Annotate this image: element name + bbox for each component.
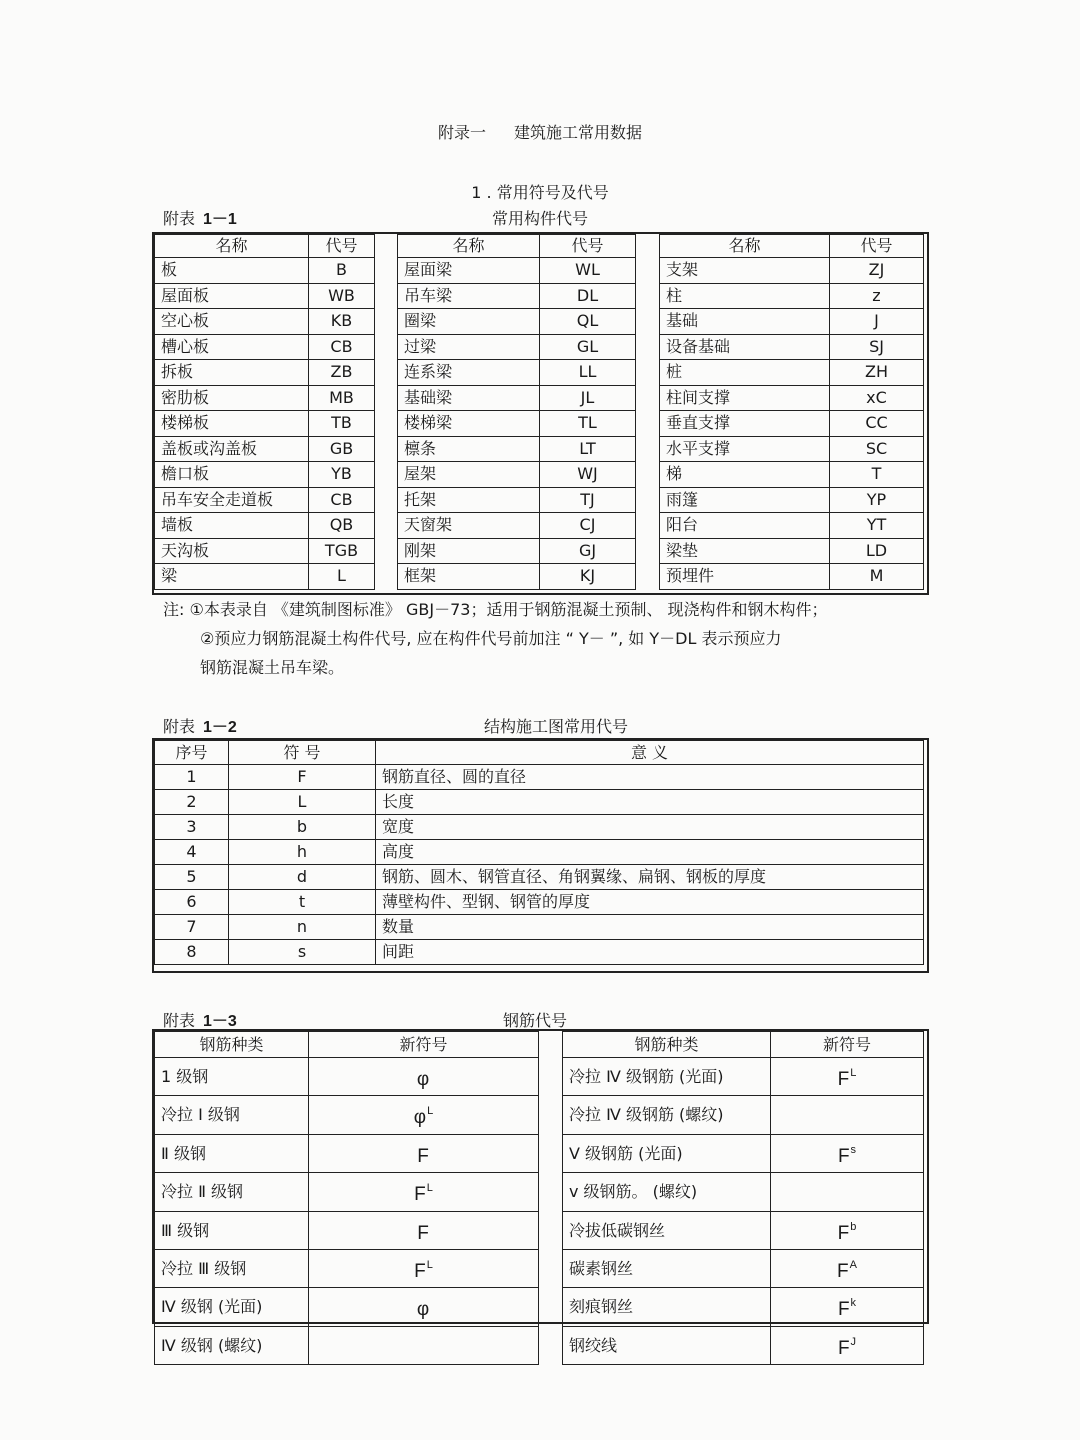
table-row <box>155 283 375 309</box>
rebar-symbol-superscript: k <box>850 1297 857 1310</box>
table3-title: 钢筋代号 <box>503 1011 568 1030</box>
rebar-symbol-superscript: L <box>850 1067 857 1079</box>
column-header-code: 代号 <box>830 235 924 258</box>
component-name: 水平支撑 <box>660 436 830 462</box>
component-code: SC <box>830 436 924 462</box>
table-row <box>660 258 924 284</box>
component-name: 檐口板 <box>155 462 309 488</box>
table-row <box>155 815 924 840</box>
table-row <box>398 309 636 335</box>
table-row <box>155 487 375 513</box>
table-row <box>563 1250 924 1288</box>
row-symbol: n <box>229 915 376 940</box>
component-code: L <box>309 564 375 590</box>
component-code: DL <box>540 283 636 309</box>
component-code: J <box>830 309 924 335</box>
rebar-type: 刻痕钢丝 <box>563 1288 771 1326</box>
table-row <box>660 235 924 258</box>
component-name: 垂直支撑 <box>660 411 830 437</box>
component-name: 天沟板 <box>155 538 309 564</box>
column-header-symbol: 新符号 <box>309 1032 539 1058</box>
row-meaning: 钢筋直径、圆的直径 <box>376 765 924 790</box>
row-meaning: 数量 <box>376 915 924 940</box>
table-row <box>398 487 636 513</box>
component-name: 阳台 <box>660 513 830 539</box>
table-row <box>660 487 924 513</box>
component-name: 吊车安全走道板 <box>155 487 309 513</box>
row-seq: 6 <box>155 890 229 915</box>
table2-label: 附表 1－2 <box>163 717 237 736</box>
table-row <box>398 564 636 590</box>
table-row <box>155 334 375 360</box>
component-code: xC <box>830 385 924 411</box>
component-name: 梁 <box>155 564 309 590</box>
column-header-seq: 序号 <box>155 741 229 765</box>
rebar-symbol-glyph: F <box>417 1222 429 1244</box>
component-name: 圈梁 <box>398 309 540 335</box>
table-row <box>563 1326 924 1364</box>
component-name: 框架 <box>398 564 540 590</box>
rebar-symbol-glyph <box>847 1184 848 1205</box>
table-row <box>398 436 636 462</box>
rebar-symbol <box>309 1250 539 1288</box>
component-name: 连系梁 <box>398 360 540 386</box>
table-row <box>563 1032 924 1058</box>
table2-title: 结构施工图常用代号 <box>484 717 629 736</box>
component-code: M <box>830 564 924 590</box>
component-name: 屋面梁 <box>398 258 540 284</box>
component-name: 设备基础 <box>660 334 830 360</box>
component-name: 楼梯板 <box>155 411 309 437</box>
component-name: 密肋板 <box>155 385 309 411</box>
component-name: 吊车梁 <box>398 283 540 309</box>
table-row <box>155 1134 539 1172</box>
column-header-name: 名称 <box>398 235 540 258</box>
table-row <box>398 334 636 360</box>
rebar-symbol <box>309 1096 539 1134</box>
component-code: z <box>830 283 924 309</box>
column-header-type: 钢筋种类 <box>155 1032 309 1058</box>
rebar-symbol-glyph: $F^J$ <box>837 1335 857 1359</box>
component-name: 预埋件 <box>660 564 830 590</box>
rebar-symbol <box>771 1096 924 1134</box>
table3-label: 附表 1－3 <box>163 1011 237 1030</box>
table-row <box>660 309 924 335</box>
component-name: 屋架 <box>398 462 540 488</box>
table-row <box>155 840 924 865</box>
component-code: GB <box>309 436 375 462</box>
rebar-symbol-glyph: $F^b$ <box>837 1220 857 1244</box>
table-row <box>660 436 924 462</box>
component-name: 桩 <box>660 360 830 386</box>
rebar-symbol-glyph: $F^L$ <box>414 1259 433 1283</box>
component-code: CB <box>309 487 375 513</box>
table-row <box>155 1211 539 1249</box>
rebar-type: Ⅴ 级钢筋 (光面) <box>563 1134 771 1172</box>
table-row <box>660 334 924 360</box>
component-code: TL <box>540 411 636 437</box>
table-row <box>660 564 924 590</box>
table1-group1 <box>154 234 375 590</box>
table3-right <box>562 1031 924 1365</box>
component-name: 雨篷 <box>660 487 830 513</box>
table-row <box>563 1058 924 1096</box>
rebar-symbol-glyph: $F^A$ <box>837 1259 857 1283</box>
rebar-symbol-glyph: φ <box>416 1069 430 1090</box>
component-code: MB <box>309 385 375 411</box>
row-meaning: 钢筋、圆木、钢管直径、角钢翼缘、扁钢、钢板的厚度 <box>376 865 924 890</box>
rebar-type: 1 级钢 <box>155 1058 309 1096</box>
rebar-symbol-superscript: b <box>850 1220 857 1233</box>
row-seq: 4 <box>155 840 229 865</box>
table-row <box>398 411 636 437</box>
row-seq: 2 <box>155 790 229 815</box>
row-seq: 5 <box>155 865 229 890</box>
component-name: 楼梯梁 <box>398 411 540 437</box>
table-row <box>155 385 375 411</box>
rebar-symbol-glyph: $F^L$ <box>414 1182 433 1206</box>
table1-group3 <box>659 234 924 590</box>
table-row <box>398 235 636 258</box>
rebar-symbol <box>771 1058 924 1096</box>
table-row <box>155 865 924 890</box>
row-seq: 1 <box>155 765 229 790</box>
table-row <box>660 385 924 411</box>
component-name: 基础梁 <box>398 385 540 411</box>
row-meaning: 薄壁构件、型钢、钢管的厚度 <box>376 890 924 915</box>
component-code: WL <box>540 258 636 284</box>
column-header-name: 名称 <box>660 235 830 258</box>
rebar-type: Ⅳ 级钢 (光面) <box>155 1288 309 1326</box>
table-row <box>660 538 924 564</box>
rebar-symbol <box>771 1211 924 1249</box>
table-row <box>155 765 924 790</box>
component-code: YB <box>309 462 375 488</box>
table-row <box>398 385 636 411</box>
table-row <box>155 1288 539 1326</box>
component-name: 柱 <box>660 283 830 309</box>
rebar-type: 钢绞线 <box>563 1326 771 1364</box>
component-code: TB <box>309 411 375 437</box>
component-code: QL <box>540 309 636 335</box>
rebar-type: 冷拉 Ⅳ 级钢筋 (螺纹) <box>563 1096 771 1134</box>
component-name: 基础 <box>660 309 830 335</box>
table1-group2 <box>397 234 636 590</box>
component-code: TGB <box>309 538 375 564</box>
rebar-type: 冷拔低碳钢丝 <box>563 1211 771 1249</box>
row-meaning: 高度 <box>376 840 924 865</box>
component-name: 屋面板 <box>155 283 309 309</box>
row-symbol: s <box>229 940 376 965</box>
table-row <box>155 1250 539 1288</box>
table-row <box>398 283 636 309</box>
table-row <box>155 538 375 564</box>
column-header-type: 钢筋种类 <box>563 1032 771 1058</box>
component-code: LT <box>540 436 636 462</box>
table-row <box>155 790 924 815</box>
rebar-type: Ⅳ 级钢 (螺纹) <box>155 1326 309 1364</box>
component-code: T <box>830 462 924 488</box>
component-code: YT <box>830 513 924 539</box>
table-row <box>563 1096 924 1134</box>
rebar-type: 冷拉 Ⅲ 级钢 <box>155 1250 309 1288</box>
component-code: CB <box>309 334 375 360</box>
rebar-symbol-glyph: $F^k$ <box>837 1297 857 1321</box>
component-code: WJ <box>540 462 636 488</box>
table-row <box>660 462 924 488</box>
table-row <box>155 360 375 386</box>
rebar-symbol-superscript: s <box>850 1143 857 1156</box>
component-code: LD <box>830 538 924 564</box>
note-line-3: 钢筋混凝土吊车梁。 <box>200 658 345 677</box>
rebar-symbol <box>309 1211 539 1249</box>
row-seq: 3 <box>155 815 229 840</box>
table-row <box>660 513 924 539</box>
component-name: 盖板或沟盖板 <box>155 436 309 462</box>
component-code: LL <box>540 360 636 386</box>
table-row <box>155 741 924 765</box>
table-row <box>563 1134 924 1172</box>
rebar-symbol-glyph: $F^s$ <box>837 1143 857 1167</box>
component-code: CC <box>830 411 924 437</box>
table-row <box>155 411 375 437</box>
rebar-symbol <box>309 1058 539 1096</box>
component-code: KB <box>309 309 375 335</box>
table-row <box>563 1173 924 1211</box>
page-title <box>0 120 1080 143</box>
rebar-symbol-glyph <box>423 1338 424 1359</box>
component-code: GJ <box>540 538 636 564</box>
component-name: 梁垫 <box>660 538 830 564</box>
table1-title: 常用构件代号 <box>491 209 588 228</box>
column-header-symbol: 新符号 <box>771 1032 924 1058</box>
row-symbol: L <box>229 790 376 815</box>
row-meaning: 长度 <box>376 790 924 815</box>
row-symbol: b <box>229 815 376 840</box>
note-line-2: ②预应力钢筋混凝土构件代号, 应在构件代号前加注 “ Y－ ”, 如 Y－DL 表示预应力 <box>200 629 782 648</box>
column-header-meaning: 意 义 <box>376 741 924 765</box>
table-row <box>660 360 924 386</box>
appendix-label: 附录一 <box>437 123 486 142</box>
component-name: 支架 <box>660 258 830 284</box>
table1-label: 附表 1－1 <box>163 209 237 228</box>
table-row <box>155 235 375 258</box>
table-row <box>398 513 636 539</box>
table-row <box>155 309 375 335</box>
table-row <box>155 1096 539 1134</box>
rebar-type: 碳素钢丝 <box>563 1250 771 1288</box>
rebar-symbol-glyph <box>847 1107 848 1128</box>
table-row <box>155 890 924 915</box>
component-name: 梯 <box>660 462 830 488</box>
row-symbol: F <box>229 765 376 790</box>
table-row <box>155 915 924 940</box>
component-code: ZH <box>830 360 924 386</box>
table-row <box>398 360 636 386</box>
table2 <box>154 740 924 965</box>
column-header-code: 代号 <box>540 235 636 258</box>
rebar-type: 冷拉 Ⅳ 级钢筋 (光面) <box>563 1058 771 1096</box>
rebar-symbol-superscript: L <box>426 1259 433 1272</box>
component-name: 拆板 <box>155 360 309 386</box>
component-code: YP <box>830 487 924 513</box>
component-code: TJ <box>540 487 636 513</box>
table-row <box>398 258 636 284</box>
table-row <box>155 564 375 590</box>
component-name: 墙板 <box>155 513 309 539</box>
rebar-symbol-glyph: F <box>417 1145 429 1167</box>
rebar-symbol <box>309 1173 539 1211</box>
row-meaning: 间距 <box>376 940 924 965</box>
component-code: GL <box>540 334 636 360</box>
component-code: JL <box>540 385 636 411</box>
component-name: 槽心板 <box>155 334 309 360</box>
component-code: B <box>309 258 375 284</box>
rebar-symbol <box>771 1288 924 1326</box>
component-name: 天窗架 <box>398 513 540 539</box>
row-seq: 7 <box>155 915 229 940</box>
rebar-symbol <box>771 1134 924 1172</box>
table-row <box>155 436 375 462</box>
component-name: 刚架 <box>398 538 540 564</box>
rebar-type: Ⅲ 级钢 <box>155 1211 309 1249</box>
rebar-symbol-glyph: $F^L$ <box>837 1067 857 1090</box>
column-header-code: 代号 <box>309 235 375 258</box>
component-code: QB <box>309 513 375 539</box>
section-title: 1 . 常用符号及代号 <box>471 183 609 202</box>
rebar-symbol-superscript: L <box>427 1105 434 1118</box>
component-code: WB <box>309 283 375 309</box>
table-row <box>660 283 924 309</box>
component-code: ZJ <box>830 258 924 284</box>
table-row <box>563 1288 924 1326</box>
rebar-symbol <box>771 1250 924 1288</box>
rebar-symbol-glyph: $\varphi^L$ <box>413 1105 434 1129</box>
rebar-type: v 级钢筋。 (螺纹) <box>563 1173 771 1211</box>
row-symbol: h <box>229 840 376 865</box>
note-line-1: 注: ①本表录自 《建筑制图标准》 GBJ－73；适用于钢筋混凝土预制、 现浇构件和钢木构件； <box>163 600 828 619</box>
table-row <box>155 1058 539 1096</box>
table-row <box>155 1032 539 1058</box>
table-row <box>155 1326 539 1364</box>
component-code: KJ <box>540 564 636 590</box>
rebar-symbol <box>309 1134 539 1172</box>
table-row <box>398 538 636 564</box>
table-row <box>155 940 924 965</box>
rebar-type: Ⅱ 级钢 <box>155 1134 309 1172</box>
table-row <box>155 462 375 488</box>
rebar-symbol-glyph: φ <box>416 1299 430 1321</box>
rebar-symbol-superscript: L <box>426 1182 433 1195</box>
component-name: 空心板 <box>155 309 309 335</box>
rebar-type: 冷拉 Ⅰ 级钢 <box>155 1096 309 1134</box>
component-name: 板 <box>155 258 309 284</box>
row-symbol: d <box>229 865 376 890</box>
rebar-symbol <box>771 1173 924 1211</box>
component-name: 过梁 <box>398 334 540 360</box>
rebar-symbol <box>309 1288 539 1326</box>
row-meaning: 宽度 <box>376 815 924 840</box>
column-header-name: 名称 <box>155 235 309 258</box>
rebar-type: 冷拉 Ⅱ 级钢 <box>155 1173 309 1211</box>
table-row <box>563 1211 924 1249</box>
table-row <box>398 462 636 488</box>
rebar-symbol-superscript: A <box>849 1259 857 1272</box>
appendix-title: 建筑施工常用数据 <box>514 123 643 142</box>
row-symbol: t <box>229 890 376 915</box>
table-row <box>155 258 375 284</box>
rebar-symbol <box>309 1326 539 1364</box>
component-code: ZB <box>309 360 375 386</box>
column-header-symbol: 符 号 <box>229 741 376 765</box>
component-name: 柱间支撑 <box>660 385 830 411</box>
rebar-symbol-superscript: J <box>850 1335 857 1348</box>
table-row <box>155 1173 539 1211</box>
row-seq: 8 <box>155 940 229 965</box>
table3-left <box>154 1031 539 1365</box>
component-name: 檩条 <box>398 436 540 462</box>
table-row <box>155 513 375 539</box>
component-code: CJ <box>540 513 636 539</box>
rebar-symbol <box>771 1326 924 1364</box>
component-code: SJ <box>830 334 924 360</box>
table-row <box>660 411 924 437</box>
component-name: 托架 <box>398 487 540 513</box>
